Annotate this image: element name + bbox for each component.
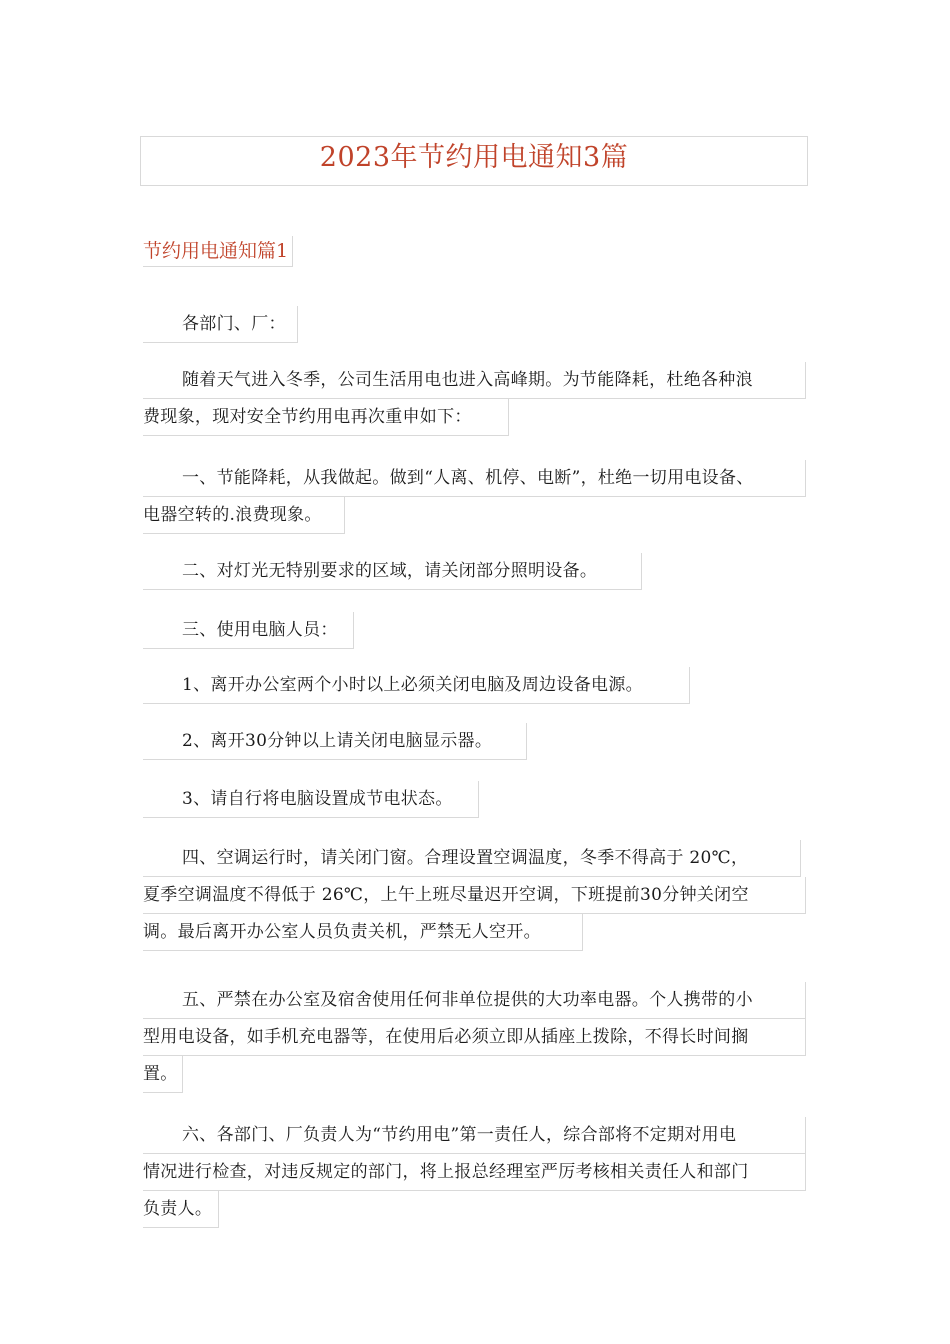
paragraph-intro — [143, 362, 806, 436]
document-title-text: 2023年节约用电通知3篇 — [319, 142, 629, 173]
paragraph-item-2 — [143, 553, 806, 590]
paragraph-line: 型用电设备，如手机充电器等，在使用后必须立即从插座上拨除，不得长时间搁 — [143, 1019, 806, 1056]
paragraph-line: 二、对灯光无特别要求的区域，请关闭部分照明设备。 — [143, 553, 642, 590]
paragraph-line: 负责人。 — [143, 1191, 219, 1228]
salutation-line: 各部门、厂： — [143, 306, 298, 343]
paragraph-line: 2、离开30分钟以上请关闭电脑显示器。 — [143, 723, 527, 760]
paragraph-line: 夏季空调温度不得低于 26℃，上午上班尽量迟开空调，下班提前30分钟关闭空 — [143, 877, 806, 914]
salutation — [143, 306, 806, 343]
paragraph-line: 四、空调运行时，请关闭门窗。合理设置空调温度，冬季不得高于 20℃， — [143, 840, 801, 877]
paragraph-sub-2 — [143, 723, 806, 760]
paragraph-line: 调。最后离开办公室人员负责关机，严禁无人空开。 — [143, 914, 583, 951]
paragraph-line: 六、各部门、厂负责人为“节约用电”第一责任人，综合部将不定期对用电 — [143, 1117, 806, 1154]
paragraph-line: 五、严禁在办公室及宿舍使用任何非单位提供的大功率电器。个人携带的小 — [143, 982, 806, 1019]
paragraph-item-5 — [143, 982, 806, 1093]
paragraph-sub-1 — [143, 667, 806, 704]
paragraph-item-3 — [143, 612, 806, 649]
paragraph-item-4 — [143, 840, 806, 951]
paragraph-line: 3、请自行将电脑设置成节电状态。 — [143, 781, 479, 818]
section-heading: 节约用电通知篇1 — [143, 236, 293, 267]
paragraph-line: 费现象，现对安全节约用电再次重申如下： — [143, 399, 509, 436]
paragraph-line: 电器空转的.浪费现象。 — [143, 497, 345, 534]
paragraph-line: 一、节能降耗，从我做起。做到“人离、机停、电断”，杜绝一切用电设备、 — [143, 460, 806, 497]
paragraph-line: 三、使用电脑人员： — [143, 612, 354, 649]
paragraph-item-6 — [143, 1117, 806, 1228]
paragraph-sub-3 — [143, 781, 806, 818]
paragraph-line: 情况进行检查，对违反规定的部门，将上报总经理室严厉考核相关责任人和部门 — [143, 1154, 806, 1191]
paragraph-line: 1、离开办公室两个小时以上必须关闭电脑及周边设备电源。 — [143, 667, 690, 704]
paragraph-item-1 — [143, 460, 806, 534]
paragraph-line: 置。 — [143, 1056, 183, 1093]
paragraph-line: 随着天气进入冬季，公司生活用电也进入高峰期。为节能降耗，杜绝各种浪 — [143, 362, 806, 399]
document-title — [140, 136, 808, 186]
